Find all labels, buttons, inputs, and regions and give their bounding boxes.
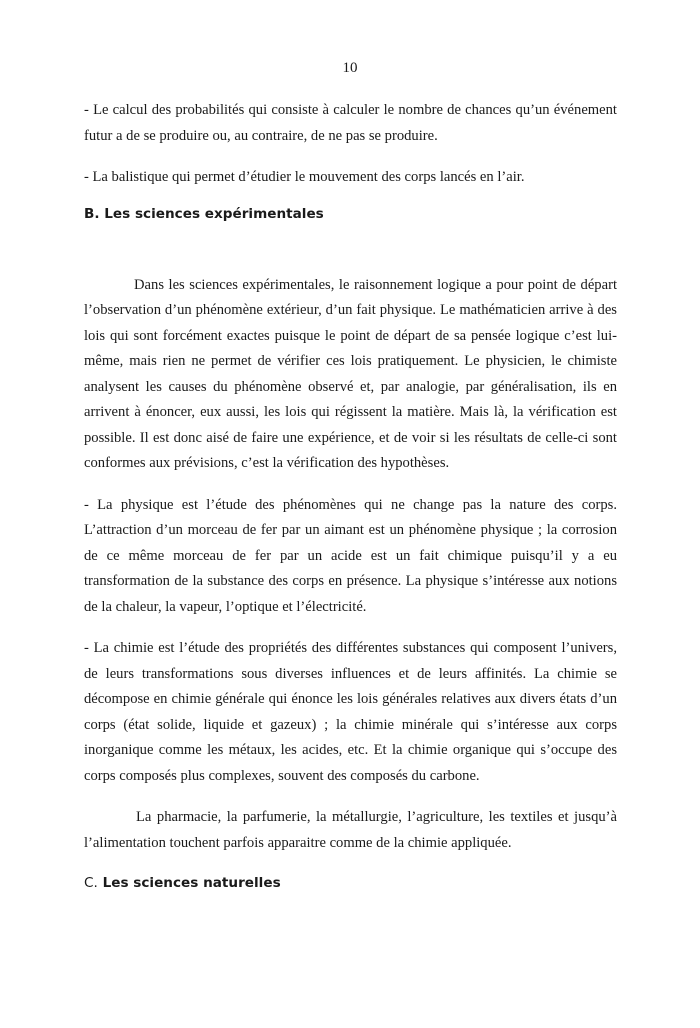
paragraph-sciences-experimentales: Dans les sciences expérimentales, le raisonnement logique a pour point de départ l’observation d’un phénomène extérieur, d’un fait physique. Le mathématicien arrive à des lois qui sont forcément exactes puisque le point de départ de sa pensée logique c’est lui-même, mais rien ne permet de vérifier ces lois pratiquement. Le physicien, le chimiste analysent les causes du phénomène observé et, par analogie, par généralisation, ils en arrivent à énoncer, eux aussi, les lois qui régissent la matière. Mais là, la vérification est possible. Il est donc aisé de faire une expérience, et de voir si les résultats de celle-ci sont conformes aux prévisions, c’est la vérification des hypothèses.	[84, 276, 617, 471]
section-heading-b: B. Les sciences expérimentales	[84, 205, 324, 222]
paragraph-balistique: - La balistique qui permet d’étudier le mouvement des corps lancés en l’air.	[84, 169, 525, 185]
section-heading-c	[84, 872, 617, 894]
page-number: 10	[342, 60, 358, 76]
section-heading-c-prefix: C.	[84, 875, 98, 891]
document-body	[84, 98, 617, 894]
paragraph-probabilites: - Le calcul des probabilités qui consiste à calculer le nombre de chances qu’un événement futur a de se produire ou, au contraire, de ne pas se produire.	[84, 102, 617, 144]
section-heading-c-text: Les sciences naturelles	[102, 875, 281, 891]
paragraph-chimie-appliquee: La pharmacie, la parfumerie, la métallurgie, l’agriculture, les textiles et jusqu’à l’alimentation touchent parfois apparaitre comme de la chimie appliquée.	[84, 809, 617, 851]
paragraph-chimie: - La chimie est l’étude des propriétés des différentes substances qui composent l’univers, de leurs transformations sous diverses influences et de leurs affinités. La chimie se décompose en chimie générale qui énonce les lois générales relatives aux divers états d’un corps (état solide, liquide et gazeux) ; la chimie minérale qui s’intéresse aux corps inorganique comme les métaux, les acides, etc. Et la chimie organique qui s’occupe des corps composés plus complexes, souvent des composés du carbone.	[84, 640, 617, 784]
paragraph-physique: - La physique est l’étude des phénomènes qui ne change pas la nature des corps. L’attraction d’un morceau de fer par un aimant est un phénomène physique ; la corrosion de ce même morceau de fer par un acide est un fait chimique puisqu’il y a eu transformation de la substance des corps en présence. La physique s’intéresse aux notions de la chaleur, la vapeur, l’optique et l’électricité.	[84, 496, 617, 615]
